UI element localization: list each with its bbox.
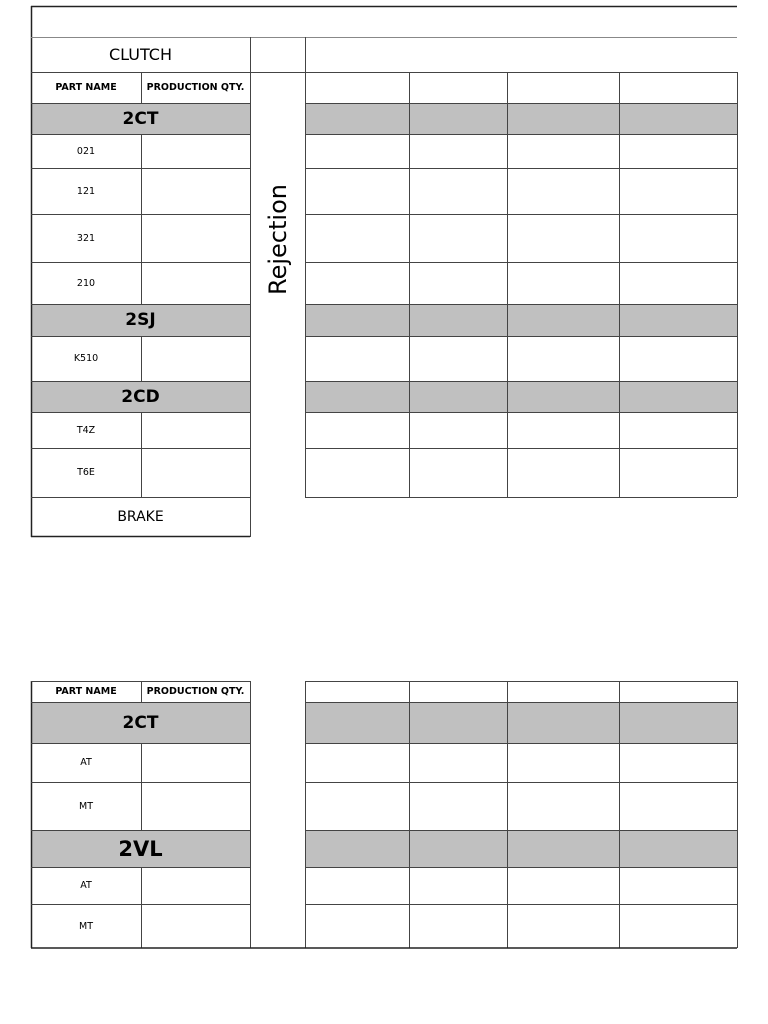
part-at: AT (80, 757, 92, 768)
header-production-qty: PRODUCTION QTY. (146, 82, 245, 93)
header-part-name-2: PART NAME (55, 686, 117, 697)
part-k510: K510 (73, 353, 99, 364)
part-mt-2: MT (79, 920, 93, 932)
part-t4z: T4Z (76, 424, 96, 436)
part-at-2: AT (80, 880, 92, 891)
header-part-name: PART NAME (55, 82, 117, 93)
section-title-brake: BRAKE (117, 508, 164, 525)
group-name-2cd: 2CD (121, 386, 160, 407)
rejection-label: Rejection (264, 184, 292, 295)
part-121: 121 (76, 185, 96, 197)
group-name-2sj: 2SJ (125, 310, 156, 330)
part-021: 021 (76, 145, 96, 157)
group-name-2vl: 2VL (118, 836, 163, 861)
part-t6e: T6E (77, 467, 95, 478)
section-title-clutch: CLUTCH (108, 45, 173, 64)
group-name-2ct: 2CT (122, 108, 159, 129)
part-321: 321 (76, 232, 96, 244)
group-name-2ct-b: 2CT (122, 712, 159, 733)
part-mt: MT (79, 800, 93, 812)
header-production-qty-2: PRODUCTION QTY. (146, 686, 245, 697)
part-210: 210 (76, 277, 96, 289)
